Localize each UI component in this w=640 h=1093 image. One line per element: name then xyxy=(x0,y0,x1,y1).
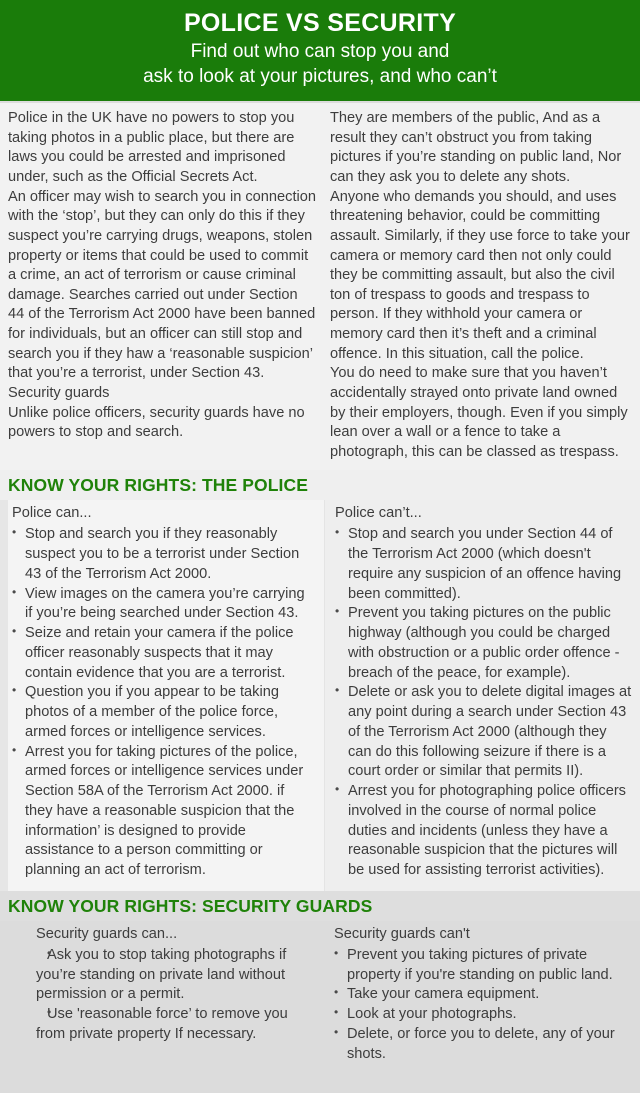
police-can-list xyxy=(12,525,314,881)
list-item: • Take your camera equipment. xyxy=(334,985,632,1005)
security-can-title: Security guards can... xyxy=(36,926,178,942)
list-item: • Stop and search you under Section 44 of the Terrorism Act 2000 (which doesn't require any suspicion of an offence having been committed). xyxy=(335,525,632,604)
page-title: POLICE VS SECURITY xyxy=(183,9,457,37)
list-item: • Delete or ask you to delete digital images at any point during a search under Section 43 of the Terrorism Act 2000 (although they can do this following seizure if there is a court order or similar that permits II). xyxy=(335,683,632,782)
security-can-list xyxy=(36,946,314,1045)
list-item: • Question you if you appear to be taking photos of a member of the police force, armed forces or intelligence services. xyxy=(12,683,314,742)
list-item: • Stop and search you if they reasonably suspect you to be a terrorist under Section 43 of the Terrorism Act 2000. xyxy=(12,525,314,584)
intro-column-police xyxy=(0,103,320,470)
section-heading-police: KNOW YOUR RIGHTS: THE POLICE xyxy=(0,470,640,500)
intro-section xyxy=(0,101,640,470)
security-can-column xyxy=(8,921,324,1072)
security-cant-list xyxy=(334,946,632,1065)
page-subtitle-line-1: Find out who can stop you and xyxy=(190,40,450,62)
police-rights-panel xyxy=(0,500,640,891)
list-item: • Look at your photographs. xyxy=(334,1005,632,1025)
intro-text-police: Police in the UK have no powers to stop you taking photos in a public place, but there are laws you could be arrested and imprisoned under, such as the Official Secrets Act. An officer may wish to search you in connection with the ‘stop’, but they can only do this if they suspect you’re carrying drugs, weapons, stolen property or items that could be used to commit a crime, an act of terrorism or cause criminal damage. Searches carried out under Section 44 of the Terrorism Act 2000 have been banned for individuals, but an officer can still stop and search you if they haw a ‘reasonable suspicion’ that you’re a terrorist, under Section 43. Security guards Unlike police officers, security guards have no powers to stop and search. xyxy=(8,110,316,441)
list-item: • Seize and retain your camera if the police officer reasonably suspects that it may contain evidence that you are a terrorist. xyxy=(12,624,314,683)
list-item: • Use 'reasonable force’ to remove you from private property If necessary. xyxy=(36,1005,314,1045)
police-can-title: Police can... xyxy=(12,505,92,522)
list-item: • Prevent you taking pictures of private property if you're standing on public land. xyxy=(334,946,632,986)
list-item: • Arrest you for photographing police officers involved in the course of normal police duties and incidents (unless they have a reasonable suspicion that the pictures will be used for assisting terrorist activities). xyxy=(335,782,632,881)
security-cant-title: Security guards can't xyxy=(334,926,470,942)
police-cant-list xyxy=(335,525,632,881)
security-rights-panel xyxy=(0,921,640,1072)
list-item: • Arrest you for taking pictures of the police, armed forces or intelligence services under Section 58A of the Terrorism Act 2000. if they have a reasonable suspicion that the information’ is designed to provide assistance to a person committing or planning an act of terrorism. xyxy=(12,743,314,881)
police-cant-title: Police can’t... xyxy=(335,505,422,522)
list-item: • Ask you to stop taking photographs if you’re standing on private land without permission or a permit. xyxy=(36,946,314,1005)
list-item: • Prevent you taking pictures on the public highway (although you could be charged with obstruction or a public order offence - breach of the peace, for example). xyxy=(335,604,632,683)
intro-column-security xyxy=(320,103,640,470)
police-cant-column xyxy=(324,500,640,891)
header-banner xyxy=(0,0,640,101)
bottom-spacer xyxy=(0,1072,640,1093)
police-can-column xyxy=(8,500,324,891)
section-heading-security: KNOW YOUR RIGHTS: SECURITY GUARDS xyxy=(0,891,640,921)
list-item: • View images on the camera you’re carrying if you’re being searched under Section 43. xyxy=(12,585,314,625)
page-subtitle-line-2: ask to look at your pictures, and who can’t xyxy=(143,65,497,87)
security-cant-column xyxy=(324,921,640,1072)
intro-text-security: They are members of the public, And as a result they can’t obstruct you from taking pictures if you’re standing on public land, Nor can they ask you to delete any shots. Anyone who demands you should, and uses threatening behavior, could be committing assault. Similarly, if they use force to take your camera or memory card then not only could they be committing assault, but also the civil ton of trespass to goods and trespass to person. If they withhold your camera or memory card then it’s theft and a criminal offence. In this situation, call the police. You do need to make sure that you haven’t accidentally strayed onto private land owned by their employers, though. Even if you simply lean over a wall or a fence to take a photograph, this can be classed as trespass. xyxy=(330,110,630,460)
list-item: • Delete, or force you to delete, any of your shots. xyxy=(334,1025,632,1065)
